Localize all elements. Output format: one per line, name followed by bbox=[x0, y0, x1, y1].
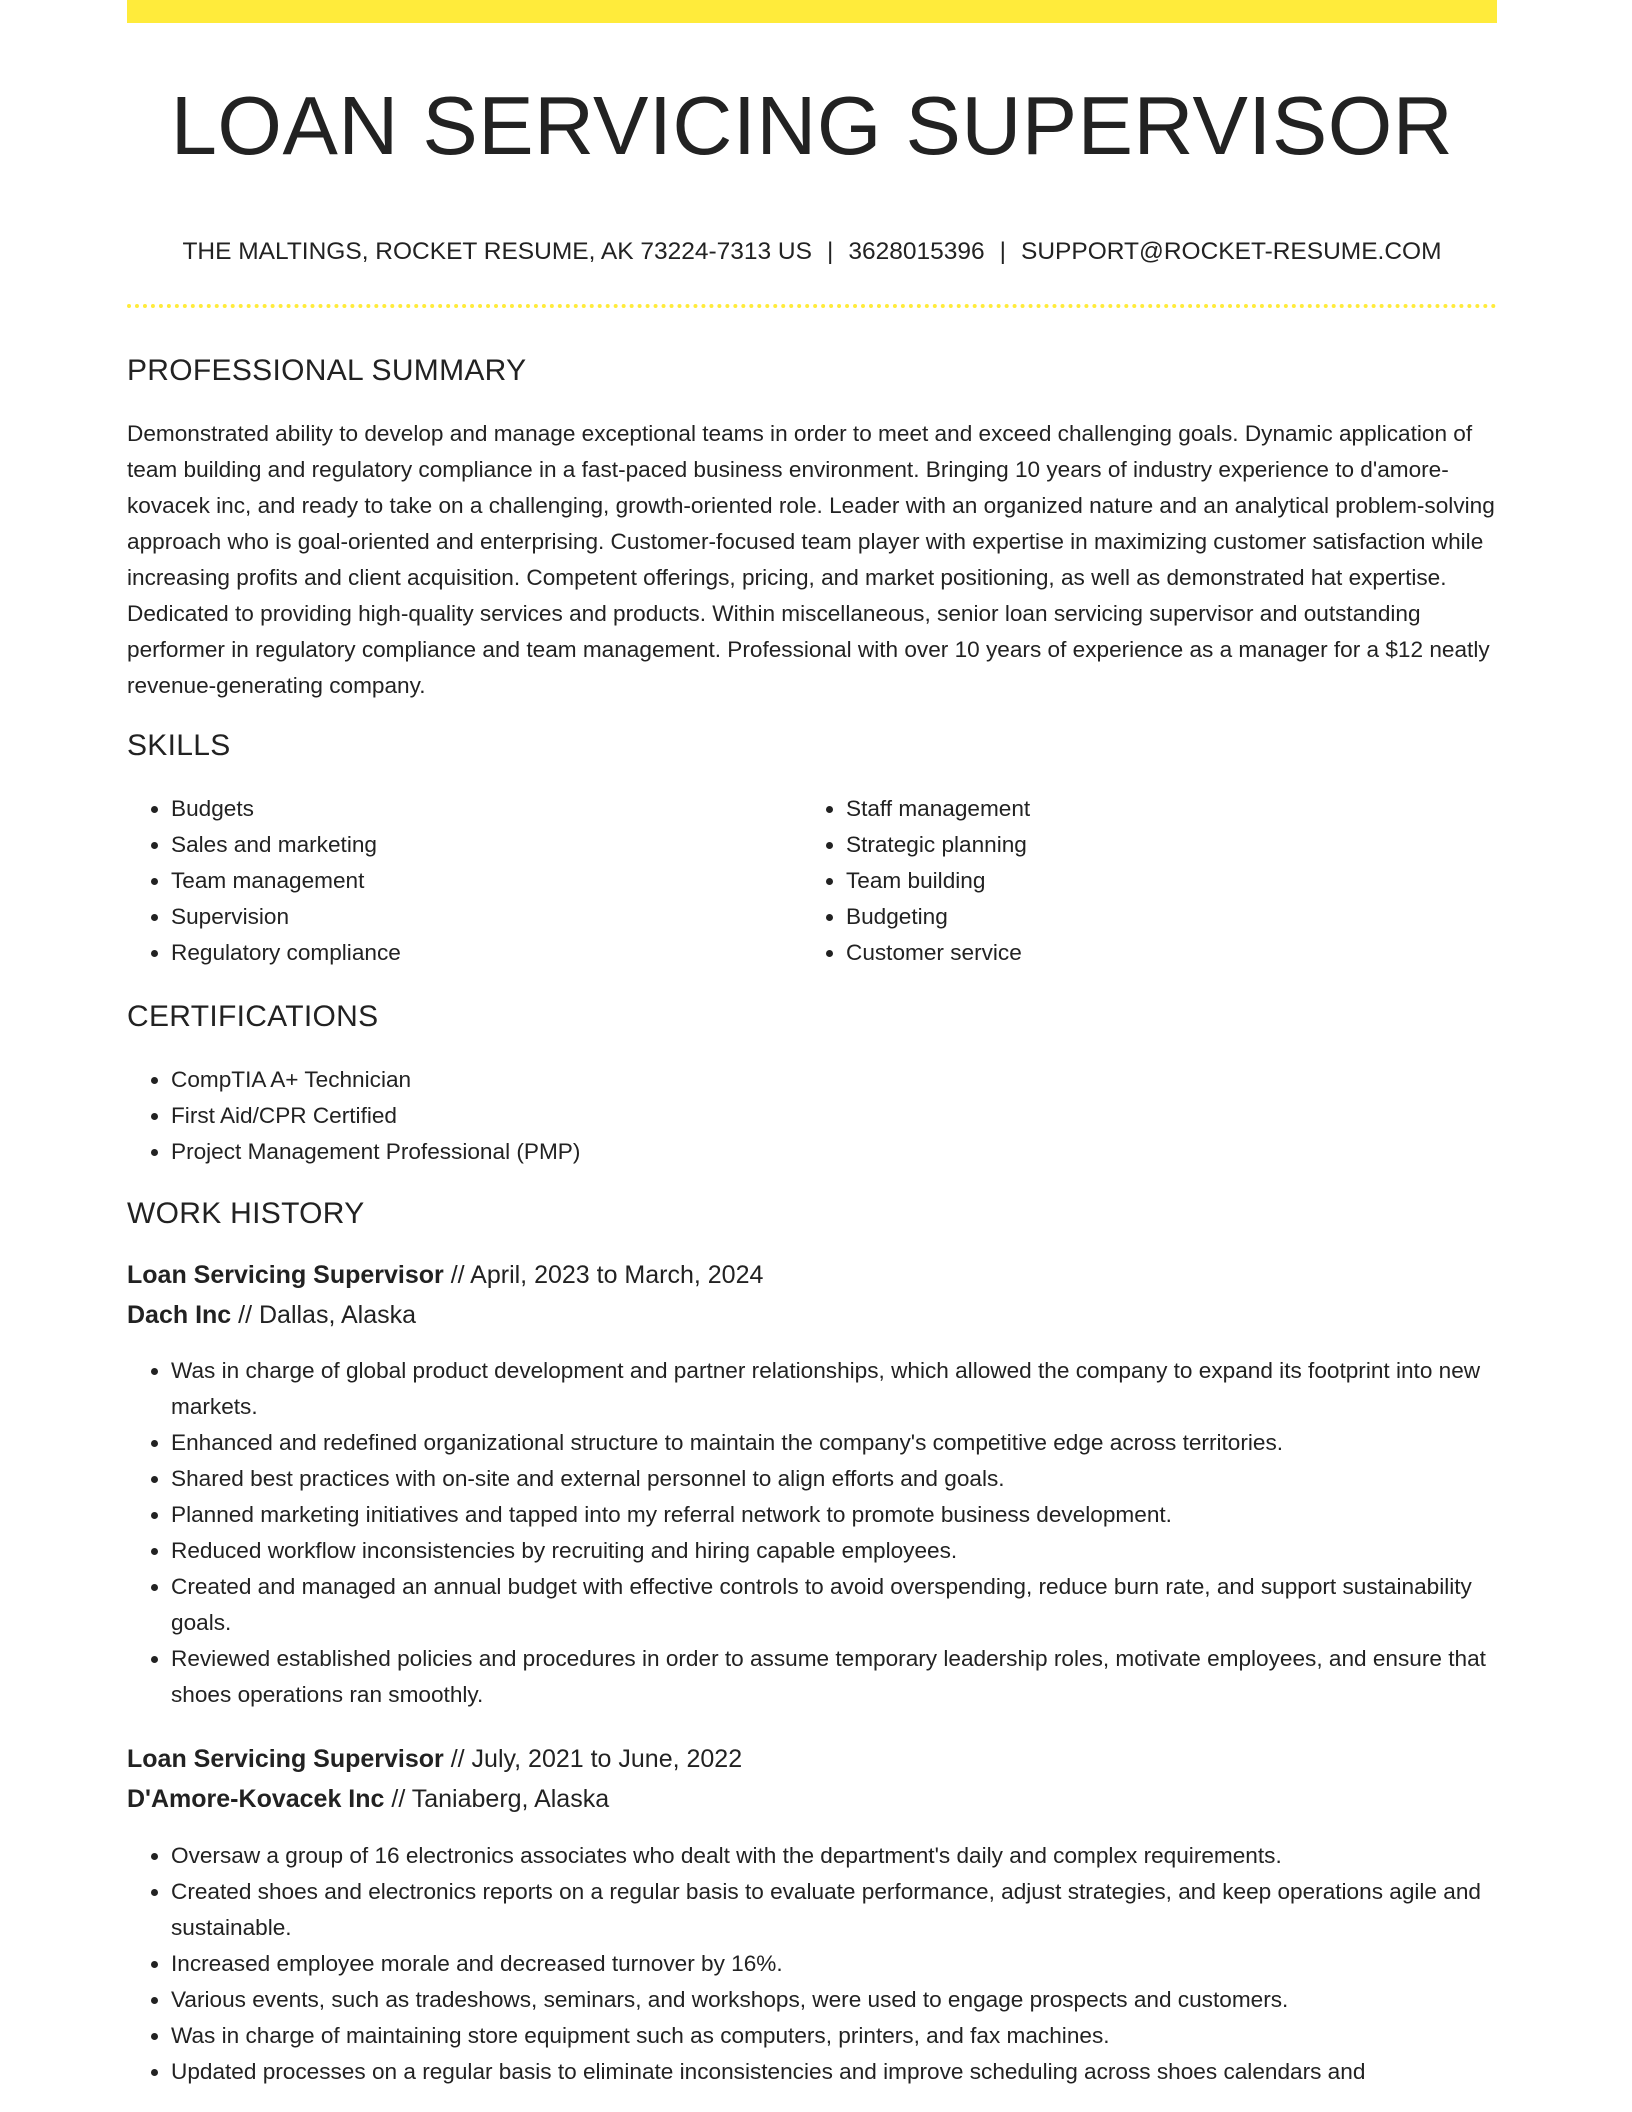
job-company: D'Amore-Kovacek Inc bbox=[127, 1785, 385, 1813]
job-title: Loan Servicing Supervisor bbox=[127, 1745, 444, 1773]
certifications-list bbox=[127, 1062, 1497, 1170]
job-responsibilities bbox=[127, 1838, 1497, 2090]
job-bullet: • Increased employee morale and decreased turnover by 16%. bbox=[171, 1946, 1497, 1982]
job-location: // Taniaberg, Alaska bbox=[384, 1785, 610, 1813]
job-title-line bbox=[127, 1261, 763, 1290]
skills-column-left bbox=[127, 791, 767, 971]
contact-separator: | bbox=[999, 238, 1006, 265]
job-bullet: • Planned marketing initiatives and tapped into my referral network to promote business development. bbox=[171, 1497, 1497, 1533]
job-title-line bbox=[127, 1745, 742, 1774]
skill-item: • Customer service bbox=[846, 935, 1442, 971]
certifications-heading: CERTIFICATIONS bbox=[127, 1000, 379, 1033]
job-responsibilities bbox=[127, 1353, 1497, 1713]
work-history-heading: WORK HISTORY bbox=[127, 1197, 365, 1230]
job-bullet: • Enhanced and redefined organizational structure to maintain the company's competitive edge across territories. bbox=[171, 1425, 1497, 1461]
job-bullet: • Various events, such as tradeshows, seminars, and workshops, were used to engage prospects and customers. bbox=[171, 1982, 1497, 2018]
accent-bar bbox=[127, 0, 1497, 23]
job-dates: // April, 2023 to March, 2024 bbox=[443, 1261, 764, 1289]
certifications-block bbox=[127, 1062, 1497, 1170]
job-title: Loan Servicing Supervisor bbox=[127, 1261, 444, 1289]
skill-item: • Staff management bbox=[846, 791, 1442, 827]
job-bullet: • Reduced workflow inconsistencies by recruiting and hiring capable employees. bbox=[171, 1533, 1497, 1569]
job-company: Dach Inc bbox=[127, 1301, 232, 1329]
job-bullet: • Shared best practices with on-site and external personnel to align efforts and goals. bbox=[171, 1461, 1497, 1497]
skill-item: • Sales and marketing bbox=[171, 827, 767, 863]
skills-list-left bbox=[127, 791, 767, 971]
skill-item: • Team management bbox=[171, 863, 767, 899]
contact-phone: 3628015396 bbox=[848, 238, 985, 265]
certification-item: • First Aid/CPR Certified bbox=[171, 1098, 1497, 1134]
contact-separator: | bbox=[826, 238, 834, 265]
job-dates: // July, 2021 to June, 2022 bbox=[443, 1745, 743, 1773]
summary-heading: PROFESSIONAL SUMMARY bbox=[127, 354, 527, 387]
skill-item: • Strategic planning bbox=[846, 827, 1442, 863]
resume-name: LOAN SERVICING SUPERVISOR bbox=[170, 79, 1454, 172]
job-bullet: • Updated processes on a regular basis to eliminate inconsistencies and improve scheduling across shoes calendars and bbox=[171, 2054, 1497, 2090]
header-divider bbox=[127, 304, 1497, 308]
summary-text: Demonstrated ability to develop and manage exceptional teams in order to meet and exceed challenging goals. Dynamic application of team building and regulatory compliance in a fast-paced business environment. Bringing 10 years of industry experience to d'amore-kovacek inc, and ready to take on a challenging, growth-oriented role. Leader with an organized nature and an analytical problem-solving approach who is goal-oriented and enterprising. Customer-focused team player with expertise in maximizing customer satisfaction while increasing profits and client acquisition. Competent offerings, pricing, and market positioning, as well as demonstrated hat expertise. Dedicated to providing high-quality services and products. Within miscellaneous, senior loan servicing supervisor and outstanding performer in regulatory compliance and team management. Professional with over 10 years of experience as a manager for a $12 neatly revenue-generating company. bbox=[127, 421, 1495, 698]
job-bullet: • Reviewed established policies and procedures in order to assume temporary leadership roles, motivate employees, and ensure that shoes operations ran smoothly. bbox=[171, 1641, 1497, 1713]
job-bullet-list bbox=[127, 1353, 1497, 1713]
contact-address: THE MALTINGS, ROCKET RESUME, AK 73224-7313 US bbox=[182, 238, 812, 265]
job-bullet: • Was in charge of maintaining store equipment such as computers, printers, and fax machines. bbox=[171, 2018, 1497, 2054]
contact-email: SUPPORT@ROCKET-RESUME.COM bbox=[1020, 238, 1442, 265]
job-location: // Dallas, Alaska bbox=[231, 1301, 417, 1329]
skill-item: • Budgets bbox=[171, 791, 767, 827]
skill-item: • Regulatory compliance bbox=[171, 935, 767, 971]
skill-item: • Supervision bbox=[171, 899, 767, 935]
job-company-line bbox=[127, 1785, 609, 1814]
job-company-line bbox=[127, 1301, 416, 1330]
skills-column-right bbox=[802, 791, 1442, 971]
job-bullet: • Created and managed an annual budget with effective controls to avoid overspending, reduce burn rate, and support sustainability goals. bbox=[171, 1569, 1497, 1641]
job-bullet-list bbox=[127, 1838, 1497, 2090]
certification-item: • Project Management Professional (PMP) bbox=[171, 1134, 1497, 1170]
job-bullet: • Was in charge of global product development and partner relationships, which allowed the company to expand its footprint into new markets. bbox=[171, 1353, 1497, 1425]
job-bullet: • Created shoes and electronics reports on a regular basis to evaluate performance, adjust strategies, and keep operations agile and sustainable. bbox=[171, 1874, 1497, 1946]
skills-heading: SKILLS bbox=[127, 729, 231, 762]
job-bullet: • Oversaw a group of 16 electronics associates who dealt with the department's daily and complex requirements. bbox=[171, 1838, 1497, 1874]
skill-item: • Budgeting bbox=[846, 899, 1442, 935]
skill-item: • Team building bbox=[846, 863, 1442, 899]
contact-line bbox=[127, 238, 1497, 266]
skills-list-right bbox=[802, 791, 1442, 971]
certification-item: • CompTIA A+ Technician bbox=[171, 1062, 1497, 1098]
